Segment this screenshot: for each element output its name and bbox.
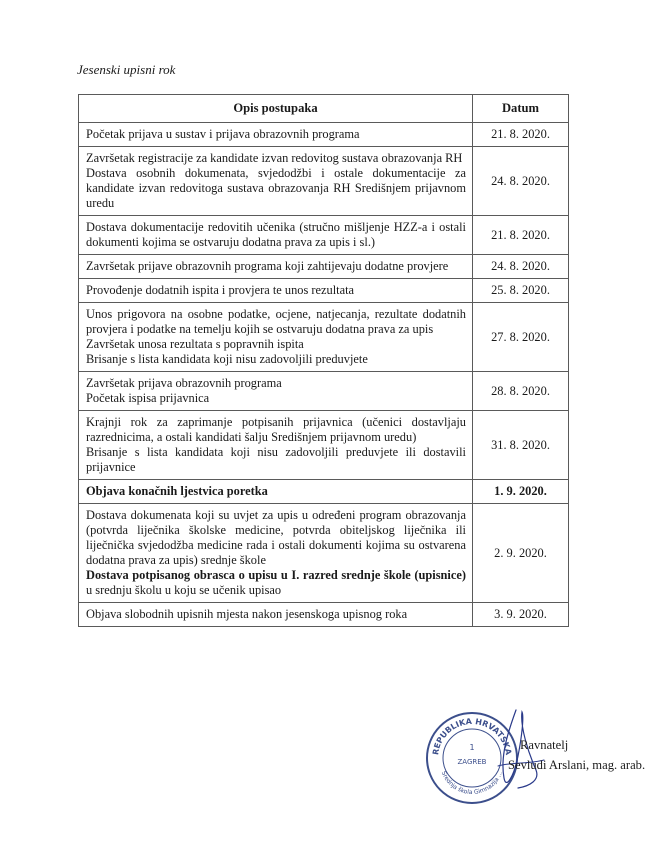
section-heading: Jesenski upisni rok	[77, 62, 176, 77]
row-line: Krajnji rok za zaprimanje potpisanih prijavnica (učenici dostavljaju razrednicima, a ostali kandidati šalju Središnjem prijavnom uredu)	[86, 415, 466, 444]
table-row	[79, 216, 569, 255]
table-row	[79, 303, 569, 372]
row-line: Završetak unosa rezultata s popravnih ispita	[86, 337, 304, 351]
row-description	[79, 372, 473, 411]
row-description	[79, 123, 473, 147]
table-row	[79, 603, 569, 627]
row-bold-text: Dostava potpisanog obrasca o upisu u I. razred srednje škole (upisnice)	[86, 568, 466, 582]
row-description	[79, 504, 473, 603]
row-line: Dostava dokumenata koji su uvjet za upis u određeni program obrazovanja (potvrda liječnika školske medicine, potvrda obiteljskog liječnika ili liječnička svjedodžba medicine rada i ostali dokumenti kojima su ostvarena dodatna prava za upis) srednje škole	[86, 508, 466, 567]
row-line: Dostava dokumentacije redovitih učenika (stručno mišljenje HZZ-a i ostali dokumenti kojima se ostvaruju dodatna prava za upis i sl.)	[86, 220, 466, 249]
row-date: 3. 9. 2020.	[473, 603, 569, 627]
stamp-city: ZAGREB	[457, 758, 487, 766]
row-description	[79, 279, 473, 303]
table-row	[79, 147, 569, 216]
row-date: 21. 8. 2020.	[473, 123, 569, 147]
row-description	[79, 303, 473, 372]
row-date: 25. 8. 2020.	[473, 279, 569, 303]
row-line: Završetak prijava obrazovnih programa	[86, 376, 282, 390]
table-row	[79, 372, 569, 411]
row-description	[79, 411, 473, 480]
row-line: Početak ispisa prijavnica	[86, 391, 210, 405]
row-tail-text: u srednju školu u koju se učenik upisao	[86, 583, 282, 597]
row-date: 2. 9. 2020.	[473, 504, 569, 603]
table-row	[79, 411, 569, 480]
row-line: Brisanje s lista kandidata koji nisu zadovoljili preduvjete	[86, 352, 368, 366]
row-description	[79, 147, 473, 216]
row-line: Objava slobodnih upisnih mjesta nakon jesenskoga upisnog roka	[86, 607, 408, 621]
row-description	[79, 216, 473, 255]
table-row	[79, 123, 569, 147]
signatory-role: Ravnatelj	[520, 738, 569, 752]
header-date: Datum	[473, 95, 569, 123]
row-date: 1. 9. 2020.	[473, 480, 569, 504]
row-description	[79, 255, 473, 279]
row-line: Unos prigovora na osobne podatke, ocjene, natjecanja, rezultate dodatnih provjera i podatke na temelju kojih se ostvaruju dodatna prava za upis	[86, 307, 466, 336]
signatory-name: Sevludi Arslani, mag. arab.	[508, 758, 646, 772]
header-description: Opis postupaka	[79, 95, 473, 123]
table-row	[79, 255, 569, 279]
row-line: Završetak prijave obrazovnih programa koji zahtijevaju dodatne provjere	[86, 259, 449, 273]
row-date: 21. 8. 2020.	[473, 216, 569, 255]
row-line: Završetak registracije za kandidate izvan redovitog sustava obrazovanja RH	[86, 151, 463, 165]
row-line: Dostava osobnih dokumenata, svjedodžbi i ostale dokumentacije za kandidate izvan redovitoga sustava obrazovanja RH Središnjem prijavnom uredu	[86, 166, 466, 210]
stamp-number: 1	[469, 743, 475, 752]
row-date: 28. 8. 2020.	[473, 372, 569, 411]
schedule-table	[78, 94, 569, 627]
row-date: 27. 8. 2020.	[473, 303, 569, 372]
row-date: 24. 8. 2020.	[473, 255, 569, 279]
table-header-row	[79, 95, 569, 123]
table-row	[79, 504, 569, 603]
row-description	[79, 480, 473, 504]
table-row	[79, 279, 569, 303]
row-date: 31. 8. 2020.	[473, 411, 569, 480]
row-line: Objava konačnih ljestvica poretka	[86, 484, 268, 498]
table-row-highlight	[79, 480, 569, 504]
row-line: Provođenje dodatnih ispita i provjera te unos rezultata	[86, 283, 355, 297]
row-line: Početak prijava u sustav i prijava obrazovnih programa	[86, 127, 360, 141]
stamp-bottom-text: Srednja škola Gimnazija ...	[439, 770, 505, 797]
stamp-top-text: REPUBLIKA HRVATSKA	[431, 716, 513, 756]
row-description	[79, 603, 473, 627]
row-date: 24. 8. 2020.	[473, 147, 569, 216]
row-line: Brisanje s lista kandidata koji nisu zadovoljili preduvjete ili dostavili prijavnice	[86, 445, 466, 474]
row-line-mixed	[86, 568, 466, 598]
